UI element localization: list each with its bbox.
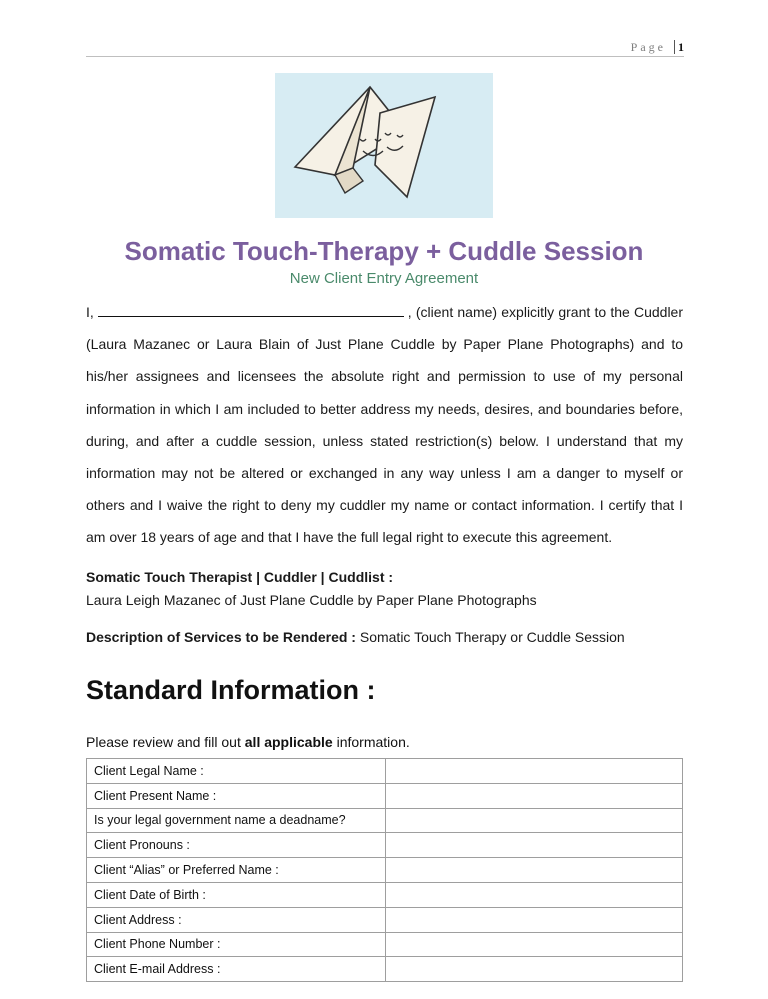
intro-bold: all applicable xyxy=(244,734,333,750)
table-row xyxy=(87,858,683,883)
field-input[interactable] xyxy=(386,833,683,858)
field-label: Client Legal Name : xyxy=(87,759,386,784)
field-input[interactable] xyxy=(386,882,683,907)
field-label: Client Date of Birth : xyxy=(87,882,386,907)
intro-before: Please review and fill out xyxy=(86,734,241,750)
intro-after: information. xyxy=(336,734,410,750)
standard-info-table xyxy=(86,758,683,982)
field-input[interactable] xyxy=(386,907,683,932)
field-input[interactable] xyxy=(386,759,683,784)
services-info xyxy=(86,629,686,645)
document-subtitle: New Client Entry Agreement xyxy=(289,270,479,287)
table-row xyxy=(87,783,683,808)
field-label: Client E-mail Address : xyxy=(87,957,386,982)
therapist-info xyxy=(86,569,686,608)
table-row xyxy=(87,957,683,982)
field-label: Client Phone Number : xyxy=(87,932,386,957)
field-label: Client “Alias” or Preferred Name : xyxy=(87,858,386,883)
table-row xyxy=(87,932,683,957)
paper-plane-logo xyxy=(275,73,493,218)
table-row xyxy=(87,907,683,932)
table-row xyxy=(87,882,683,907)
services-label: Description of Services to be Rendered : xyxy=(86,629,356,645)
field-input[interactable] xyxy=(386,932,683,957)
page-header xyxy=(86,40,684,57)
section-title: Standard Information : xyxy=(86,675,376,705)
field-input[interactable] xyxy=(386,858,683,883)
therapist-value: Laura Leigh Mazanec of Just Plane Cuddle by Paper Plane Photographs xyxy=(86,592,537,608)
client-name-blank[interactable] xyxy=(98,302,404,317)
field-label: Client Present Name : xyxy=(87,783,386,808)
page-number: 1 xyxy=(674,40,684,54)
field-label: Client Address : xyxy=(87,907,386,932)
document-title: Somatic Touch-Therapy + Cuddle Session xyxy=(124,236,644,266)
paper-plane-icon xyxy=(275,73,493,218)
therapist-label: Somatic Touch Therapist | Cuddler | Cuddlist : xyxy=(86,569,394,585)
services-value: Somatic Touch Therapy or Cuddle Session xyxy=(359,629,625,645)
agreement-paragraph xyxy=(86,296,683,554)
table-row xyxy=(87,808,683,833)
field-label: Client Pronouns : xyxy=(87,833,386,858)
page-label: Page xyxy=(630,40,666,54)
field-input[interactable] xyxy=(386,957,683,982)
field-input[interactable] xyxy=(386,783,683,808)
field-label: Is your legal government name a deadname? xyxy=(87,808,386,833)
intro-text xyxy=(86,734,410,750)
agreement-prefix: I, xyxy=(86,304,94,320)
field-input[interactable] xyxy=(386,808,683,833)
table-row xyxy=(87,833,683,858)
table-row xyxy=(87,759,683,784)
agreement-text: , (client name) explicitly grant to the Cuddler (Laura Mazanec or Laura Blain of Just Plane Cuddle by Paper Plane Photographs) and to his/her assignees and licensees the absolute right and permission to use of my personal information in which I am included to better address my needs, desires, and boundaries before, during, and after a cuddle session, unless stated restriction(s) below. I understand that my information may not be altered or exchanged in any way unless I am a danger to myself or others and I waive the right to deny my cuddler my name or contact information. I certify that I am over 18 years of age and that I have the full legal right to execute this agreement. xyxy=(86,304,683,546)
